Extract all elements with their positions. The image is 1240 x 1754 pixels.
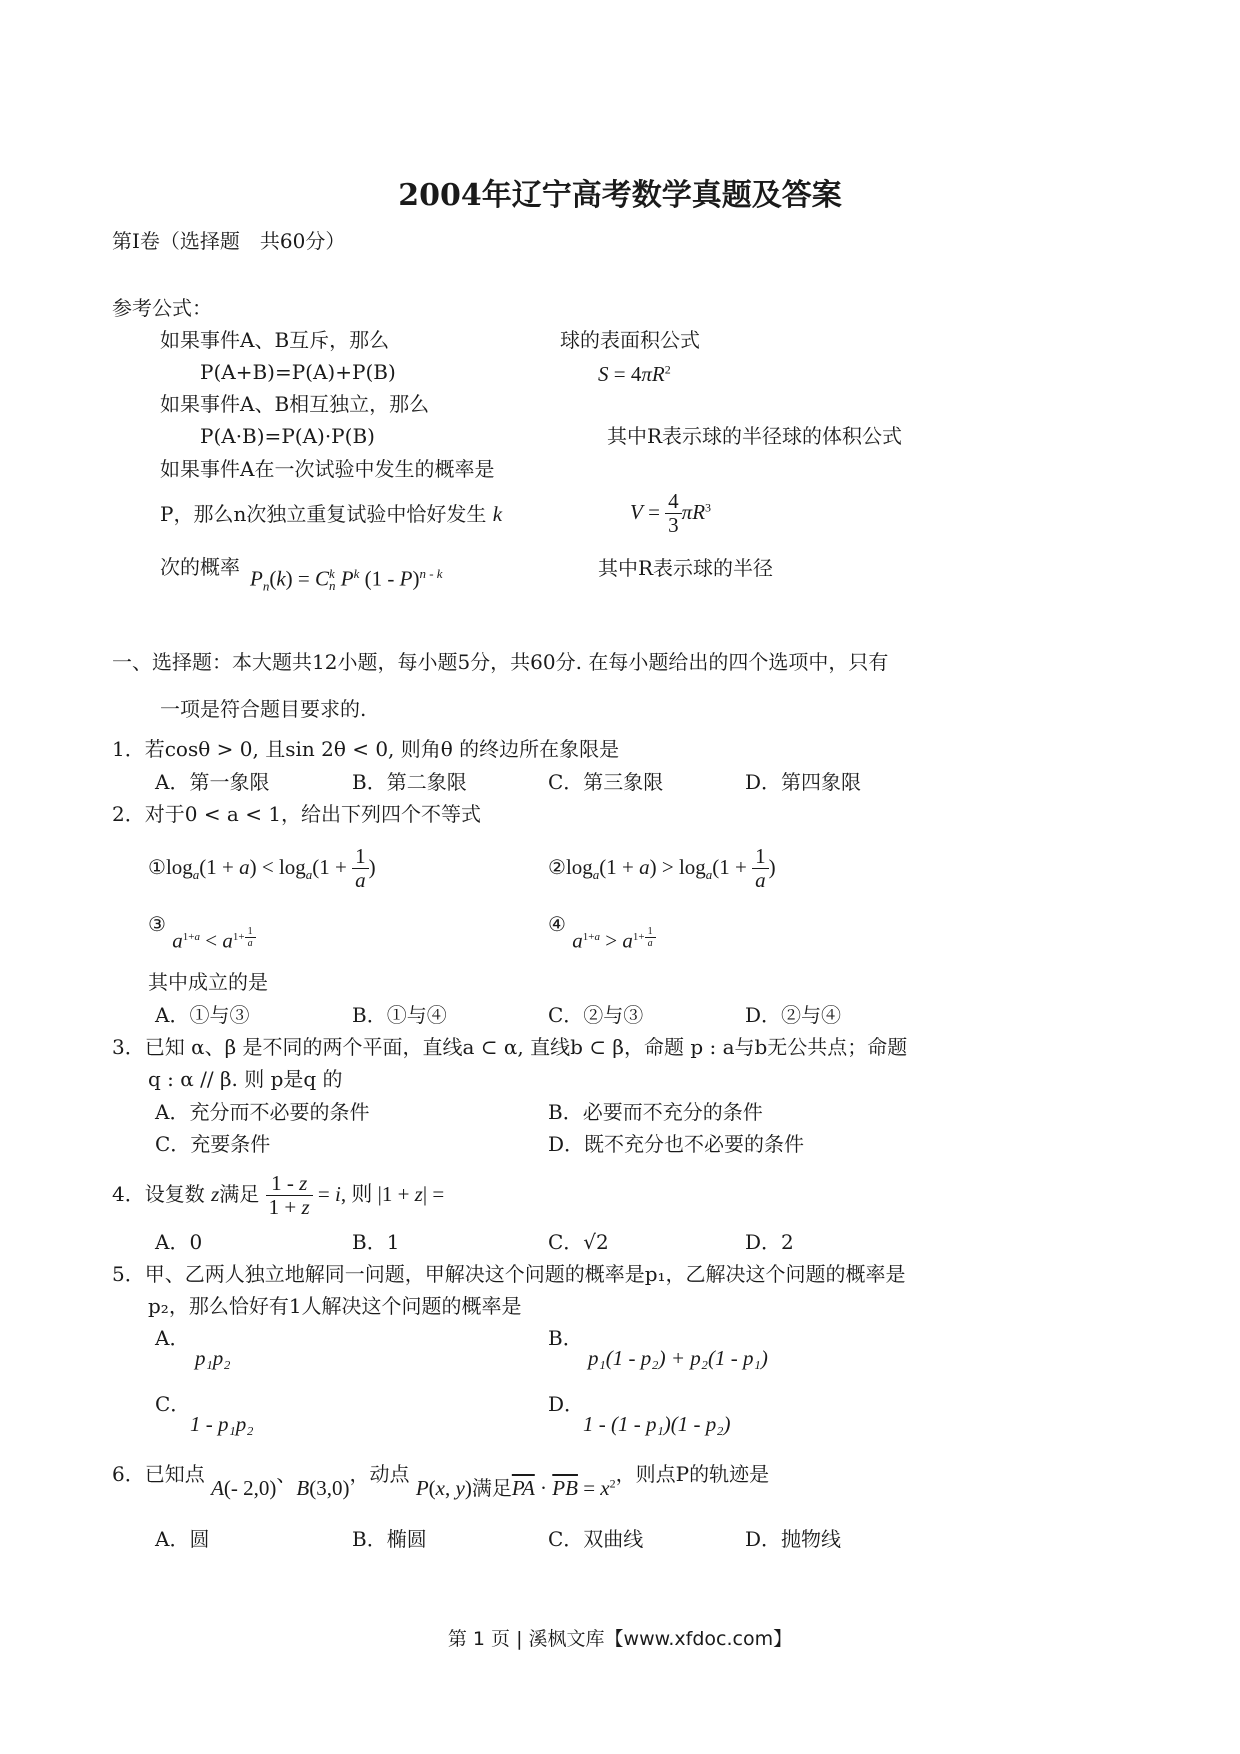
- option-d-label: D．: [548, 1392, 585, 1416]
- question-stem: 2．对于0 < a < 1，给出下列四个不等式: [112, 802, 482, 826]
- statement-2: $②\log_a(1 + a) > \log_a(1$ + $\frac{1}{a}$ ): [548, 844, 776, 893]
- formula-sphere-area-label: 球的表面积公式: [560, 328, 700, 352]
- option-d-value: 1 - (1 - p₁)(1 - p₂): [583, 1412, 731, 1436]
- option-a: A．圆: [155, 1527, 210, 1551]
- option-b-label: B．: [548, 1326, 583, 1350]
- option-a: A．第一象限: [155, 770, 270, 794]
- page-title: 2004年辽宁高考数学真题及答案: [398, 178, 842, 213]
- option-a: A．①与③: [155, 1003, 250, 1027]
- question-stem-line1: 3．已知 α、β 是不同的两个平面，直线a ⊂ α, 直线b ⊂ β，命题 p : a与b无公共点；命题: [112, 1035, 908, 1059]
- option-d: D．2: [745, 1230, 794, 1254]
- option-c: C．√2: [548, 1230, 609, 1254]
- statement-4: ④ $a^{1+a} > a^{1+ \frac{1}{a}}$: [548, 912, 656, 954]
- statement-1: $①\log_a(1 + a) < \log_a(1$ + $\frac{1}{a}$ ): [148, 844, 376, 893]
- page-footer: 第 1 页 | 溪枫文库【www.xfdoc.com】: [447, 1628, 793, 1650]
- option-b: B．①与④: [352, 1003, 447, 1027]
- question-stem: 6．已知点 A(- 2,0)、B(3,0)，动点 P(x, y)满足$\overline{PA} \cdot \overline{PB} = x^2$，则点P的轨迹是: [112, 1462, 770, 1500]
- question-stem-line2: p₂，那么恰好有1人解决这个问题的概率是: [148, 1294, 522, 1318]
- formula-trial-label-3: 次的概率: [160, 555, 240, 579]
- question-followup: 其中成立的是: [148, 970, 268, 994]
- option-b: B．第二象限: [352, 770, 467, 794]
- option-a-label: A．: [155, 1326, 190, 1350]
- part1-intro-line2: 一项是符合题目要求的.: [160, 697, 367, 721]
- question-stem-line1: 5．甲、乙两人独立地解同一问题，甲解决这个问题的概率是p₁，乙解决这个问题的概率是: [112, 1262, 906, 1286]
- part1-intro-line1: 一、选择题：本大题共12小题，每小题5分，共60分. 在每小题给出的四个选项中，只有: [112, 650, 889, 674]
- question-stem-line2: q : α // β. 则 p是q 的: [148, 1067, 343, 1091]
- statement-3: ③ $a^{1+a} < a^{1+ \frac{1}{a}}$: [148, 912, 256, 954]
- section-heading: 第Ⅰ卷（选择题 共60分）: [112, 229, 346, 253]
- option-c: C．第三象限: [548, 770, 664, 794]
- option-b: B．1: [352, 1230, 400, 1254]
- option-c-value: 1 - p₁p₂: [190, 1412, 254, 1436]
- formula-independent: P(A·B)=P(A)·P(B): [200, 424, 375, 448]
- option-c: C．双曲线: [548, 1527, 644, 1551]
- formula-trial-label-2: P，那么n次独立重复试验中恰好发生 k: [160, 502, 503, 526]
- formula-mutually-exclusive: P(A+B)=P(A)+P(B): [200, 360, 396, 384]
- question-stem: 1．若cosθ > 0, 且sin 2θ < 0, 则角θ 的终边所在象限是: [112, 737, 620, 761]
- formulas-heading: 参考公式：: [112, 296, 212, 320]
- formula-binomial: $P_n(k) = C$ k n $P^k$ (1 - P)$^{n - k}$: [250, 566, 443, 594]
- option-b-value: p₁(1 - p₂) + p₂(1 - p₁): [588, 1346, 768, 1370]
- option-d: D．②与④: [745, 1003, 842, 1027]
- formula-sphere-note-and-volume-label: 其中R表示球的半径球的体积公式: [607, 424, 903, 448]
- option-a: A．充分而不必要的条件: [155, 1100, 370, 1124]
- option-c: C．充要条件: [155, 1132, 271, 1156]
- formula-sphere-area: $S = 4\pi R^2$: [598, 362, 671, 386]
- formula-sphere-volume-note: 其中R表示球的半径: [598, 556, 774, 580]
- option-a: A．0: [155, 1230, 203, 1254]
- formula-sphere-volume: V = $\frac{4}{3}$ $\pi R^3$: [630, 489, 712, 538]
- option-c-label: C．: [155, 1392, 191, 1416]
- option-c: C．②与③: [548, 1003, 644, 1027]
- question-stem: 4．设复数 z满足 $\frac{1 - z}{1 + z}$ = i, 则 |1 + z| =: [112, 1171, 445, 1220]
- option-a-value: p₁p₂: [195, 1346, 231, 1370]
- option-d: D．第四象限: [745, 770, 862, 794]
- option-b: B．必要而不充分的条件: [548, 1100, 763, 1124]
- option-b: B．椭圆: [352, 1527, 427, 1551]
- option-d: D．抛物线: [745, 1527, 842, 1551]
- formula-independent-label: 如果事件A、B相互独立，那么: [160, 392, 430, 416]
- option-d: D．既不充分也不必要的条件: [548, 1132, 805, 1156]
- formula-trial-label-1: 如果事件A在一次试验中发生的概率是: [160, 457, 495, 481]
- formula-mutually-exclusive-label: 如果事件A、B互斥，那么: [160, 328, 390, 352]
